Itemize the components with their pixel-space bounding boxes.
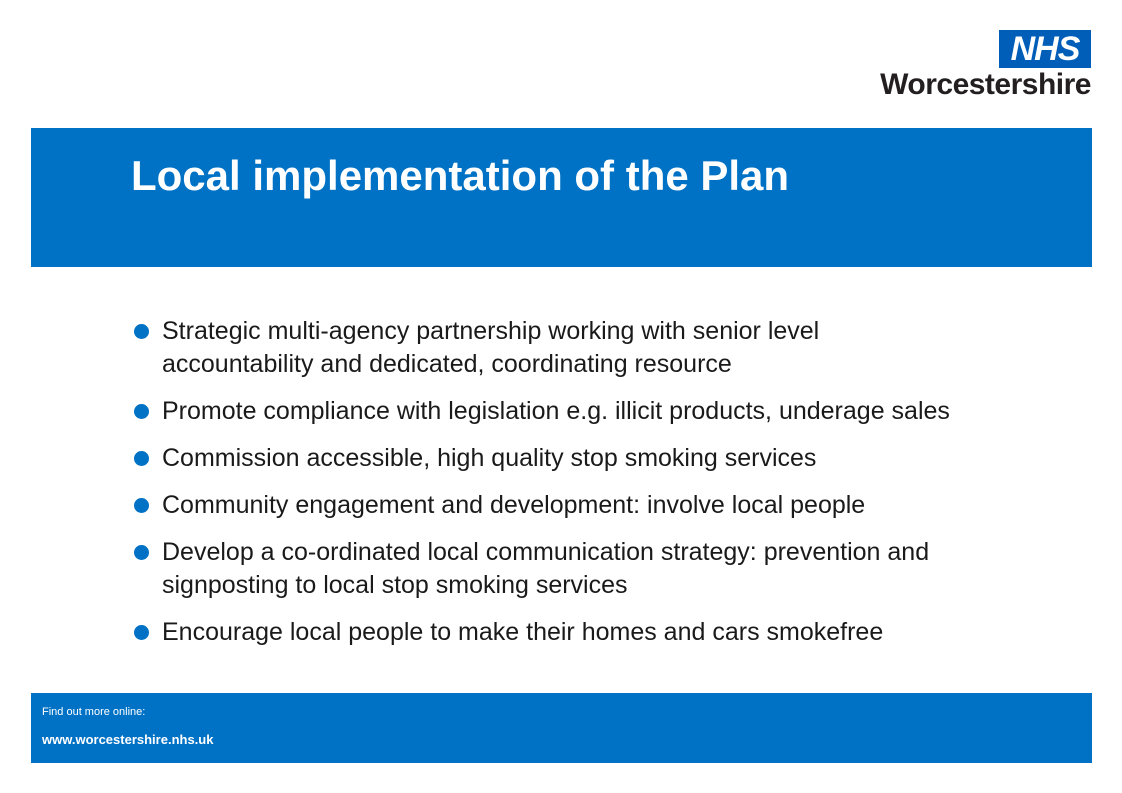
bullet-text: Promote compliance with legislation e.g. illicit products, underage sales <box>162 397 950 425</box>
organisation-name: Worcestershire <box>880 68 1091 101</box>
nhs-logo <box>871 30 1091 102</box>
bullet-item <box>134 489 1094 522</box>
slide-title: Local implementation of the Plan <box>131 152 790 199</box>
bullet-dot-icon <box>134 404 149 419</box>
bullet-dot-icon <box>134 498 149 513</box>
bullet-list <box>134 315 1094 663</box>
bullet-dot-icon <box>134 545 149 560</box>
bullet-text: Develop a co-ordinated local communication strategy: prevention and signposting to local stop smoking services <box>162 538 930 599</box>
bullet-text: Commission accessible, high quality stop smoking services <box>162 444 817 472</box>
bullet-text: Encourage local people to make their homes and cars smokefree <box>162 618 884 646</box>
bullet-item <box>134 616 1094 649</box>
nhs-mark: NHS <box>999 30 1091 68</box>
bullet-dot-icon <box>134 324 149 339</box>
bullet-item <box>134 395 1094 428</box>
bullet-dot-icon <box>134 451 149 466</box>
bullet-item <box>134 442 1094 475</box>
bullet-text: Community engagement and development: involve local people <box>162 491 866 519</box>
website-link[interactable]: www.worcestershire.nhs.uk <box>42 732 214 747</box>
title-band <box>31 128 1092 267</box>
bullet-item <box>134 315 1094 381</box>
bullet-item <box>134 536 1094 602</box>
footer-label: Find out more online: <box>42 706 146 718</box>
bullet-dot-icon <box>134 625 149 640</box>
bullet-text: Strategic multi-agency partnership working with senior level accountability and dedicated, coordinating resource <box>162 317 820 378</box>
footer-band <box>31 693 1092 763</box>
